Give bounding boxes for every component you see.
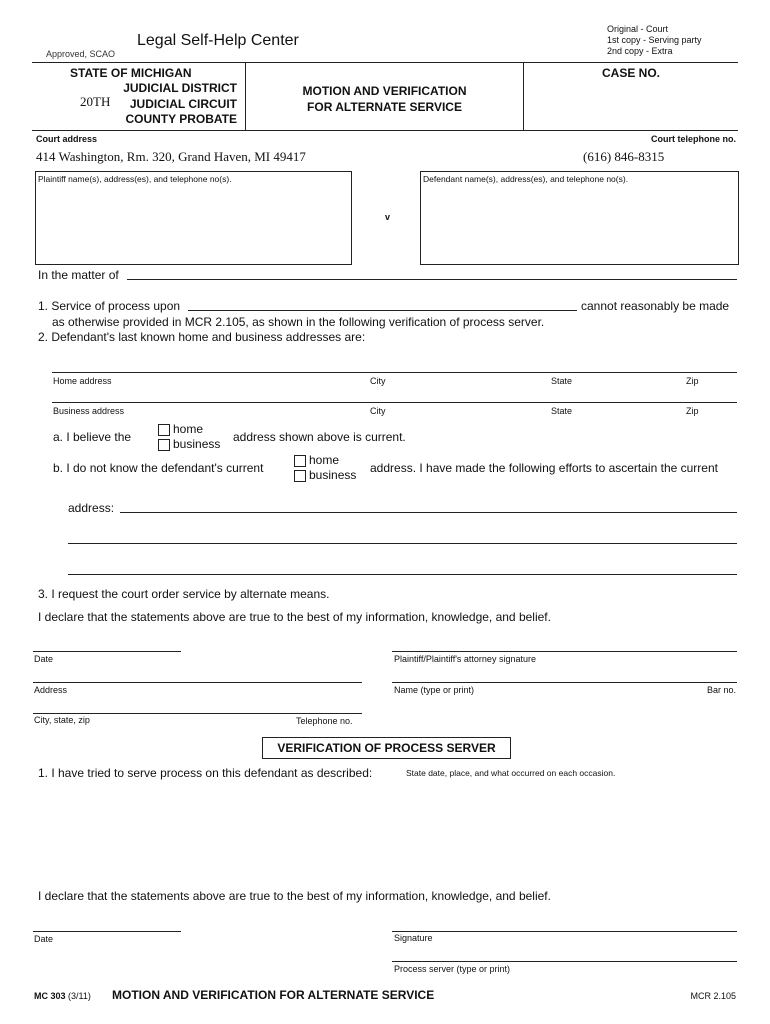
efforts-field-line[interactable] [68, 574, 737, 575]
efforts-field-line[interactable] [68, 543, 737, 544]
home-checkbox[interactable] [294, 455, 306, 467]
item-a-suffix: address shown above is current. [233, 430, 406, 444]
item-a-prefix: a. I believe the [53, 430, 132, 444]
verification-hint: State date, place, and what occurred on each occasion. [406, 768, 616, 778]
item1-continuation: as otherwise provided in MCR 2.105, as shown in the following verification of process server. [52, 315, 545, 329]
header-title: Legal Self-Help Center [137, 32, 299, 49]
state-label: STATE OF MICHIGAN [70, 66, 192, 80]
city-state-zip-label: City, state, zip [34, 715, 90, 725]
plaintiff-field[interactable] [35, 171, 352, 265]
home-checkbox[interactable] [158, 424, 170, 436]
versus-label: v [385, 212, 391, 222]
matter-field[interactable] [127, 279, 737, 280]
verification-date-label: Date [34, 934, 54, 944]
business-checkbox[interactable] [294, 470, 306, 482]
item1-text-end: cannot reasonably be made [581, 299, 730, 313]
home-address-field[interactable] [52, 372, 737, 373]
state-label-col: State [551, 406, 573, 416]
court-type-line: JUDICIAL DISTRICT [123, 81, 237, 95]
home-address-label: Home address [53, 376, 112, 386]
copy-line: 1st copy - Serving party [607, 35, 702, 45]
court-type-line: COUNTY PROBATE [125, 112, 237, 126]
city-label: City [370, 376, 386, 386]
item-b-prefix: b. I do not know the defendant's current [53, 461, 264, 475]
copy-line: Original - Court [607, 24, 669, 34]
court-address-label: Court address [36, 134, 98, 144]
copy-distribution [607, 24, 702, 57]
date-field[interactable] [33, 651, 181, 652]
served-party-field[interactable] [188, 310, 577, 311]
efforts-field-line[interactable] [120, 512, 737, 513]
home-option-label: home [309, 453, 340, 467]
court-type-list [116, 81, 237, 128]
defendant-label: Defendant name(s), address(es), and telephone no(s). [423, 174, 629, 184]
zip-label: Zip [686, 376, 699, 386]
city-label: City [370, 406, 386, 416]
form-number: MC 303 [34, 991, 66, 1001]
item-b-address-label: address: [68, 501, 115, 515]
item-b-options [294, 453, 356, 483]
plaintiff-label: Plaintiff name(s), address(es), and telephone no(s). [38, 174, 232, 184]
zip-label: Zip [686, 406, 699, 416]
court-phone-label: Court telephone no. [651, 134, 736, 144]
business-option-label: business [309, 468, 357, 482]
address-field[interactable] [33, 682, 362, 683]
footer-title: MOTION AND VERIFICATION FOR ALTERNATE SERVICE [112, 988, 435, 1002]
item1-text: 1. Service of process upon [38, 299, 181, 313]
verification-heading: VERIFICATION OF PROCESS SERVER [277, 741, 496, 755]
court-number: 20TH [80, 94, 111, 109]
case-no-label: CASE NO. [601, 66, 660, 80]
verification-declaration: I declare that the statements above are true to the best of my information, knowledge, and belief. [38, 889, 551, 903]
item3-text: 3. I request the court order service by alternate means. [38, 587, 330, 601]
defendant-field[interactable] [420, 171, 739, 265]
footer-rule: MCR 2.105 [690, 991, 736, 1001]
state-label-col: State [551, 376, 573, 386]
footer-form-id [34, 991, 91, 1001]
business-address-label: Business address [53, 406, 125, 416]
server-signature-label: Signature [394, 933, 433, 943]
bar-no-label: Bar no. [706, 685, 736, 695]
name-field[interactable] [392, 682, 737, 683]
service-attempts-field[interactable] [38, 786, 737, 882]
item2-text: 2. Defendant's last known home and business addresses are: [38, 330, 366, 344]
home-option-label: home [173, 422, 204, 436]
city-state-zip-field[interactable] [33, 713, 362, 714]
court-address-value: 414 Washington, Rm. 320, Grand Haven, MI 49417 [36, 149, 306, 164]
address-label: Address [34, 685, 68, 695]
server-name-label: Process server (type or print) [394, 964, 511, 974]
form-title-line: MOTION AND VERIFICATION [302, 84, 467, 98]
business-address-field[interactable] [52, 402, 737, 403]
form-title-line: FOR ALTERNATE SERVICE [307, 100, 462, 114]
verification-item1: 1. I have tried to serve process on this defendant as described: [38, 766, 373, 780]
item-a-options [158, 422, 220, 452]
server-signature-field[interactable] [392, 931, 737, 932]
business-checkbox[interactable] [158, 439, 170, 451]
verification-date-field[interactable] [33, 931, 181, 932]
form-revision: (3/11) [68, 991, 91, 1001]
telephone-label: Telephone no. [296, 716, 353, 726]
court-type-line: JUDICIAL CIRCUIT [129, 96, 237, 111]
server-name-field[interactable] [392, 961, 737, 962]
signature-field[interactable] [392, 651, 737, 652]
name-label: Name (type or print) [394, 685, 475, 695]
business-option-label: business [173, 437, 221, 451]
declaration-text: I declare that the statements above are true to the best of my information, knowledge, and belief. [38, 610, 551, 624]
matter-label: In the matter of [38, 268, 119, 282]
date-label: Date [34, 654, 54, 664]
approved-label: Approved, SCAO [46, 49, 116, 59]
form-title [246, 83, 523, 115]
court-phone-value: (616) 846-8315 [583, 149, 665, 164]
copy-line: 2nd copy - Extra [607, 46, 673, 56]
item-b-suffix: address. I have made the following efforts to ascertain the current [370, 461, 718, 475]
signature-label: Plaintiff/Plaintiff's attorney signature [394, 654, 536, 664]
